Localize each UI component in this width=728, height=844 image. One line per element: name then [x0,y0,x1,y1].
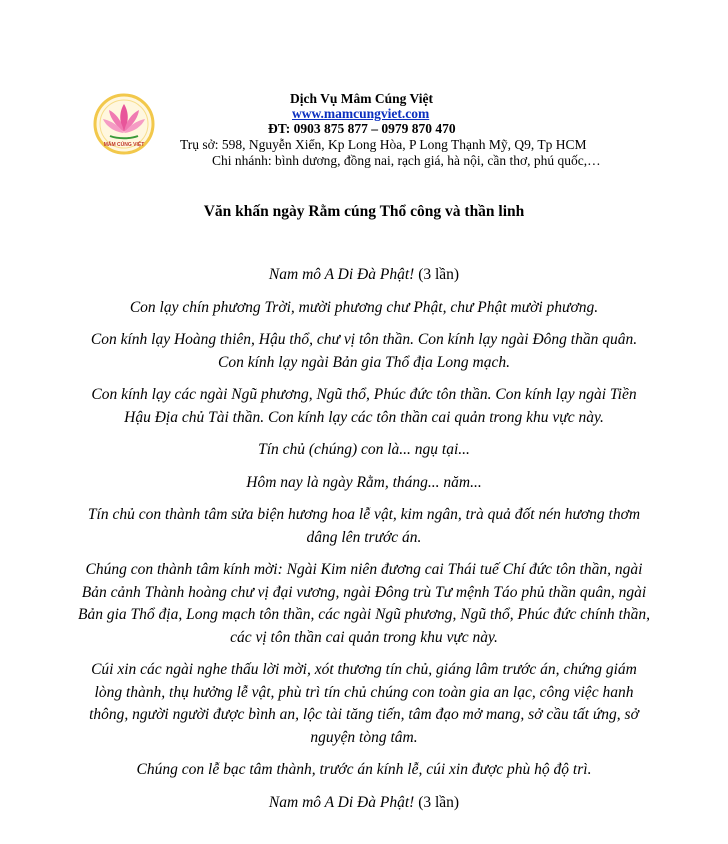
repeat-note: (3 lần) [414,266,460,283]
prayer-paragraph [78,759,650,782]
repeat-note: (3 lần) [414,793,460,811]
paragraph-text: Con kính lạy Hoàng thiên, Hậu thổ, chư vị tôn thần. Con kính lạy ngài Đông thần quân. Con kính lạy ngài Bản gia Thổ địa Long mạch. [90,331,638,371]
paragraph-text: Chúng con thành tâm kính mời: Ngài Kim niên đương cai Thái tuế Chí đức tôn thần, ngài Bản cảnh Thành hoàng chư vị đại vương, ngài Đông trù Tư mệnh Táo phủ thần quân, ngài Bản gia Thổ địa, Long mạch tôn thần, các ngài Ngũ phương, Ngũ thổ, Phúc đức chính thần, các vị tôn thần cai quản trong khu vực này. [78,561,650,646]
prayer-paragraph [78,384,650,429]
paragraph-text: Con lạy chín phương Trời, mười phương chư Phật, chư Phật mười phương. [129,298,599,316]
prayer-paragraph [78,264,650,287]
paragraph-text: Tín chủ con thành tâm sửa biện hương hoa lễ vật, kim ngân, trà quả đốt nén hương thơm dâng lên trước án. [87,506,641,546]
prayer-paragraph [78,329,650,374]
lotus-logo-icon [92,92,156,164]
paragraph-text: Tín chủ (chúng) con là... ngụ tại... [258,441,470,458]
prayer-paragraph [78,559,650,649]
paragraph-text: Cúi xin các ngài nghe thấu lời mời, xót thương tín chủ, giáng lâm trước án, chứng giám lòng thành, thụ hưởng lễ vật, phù trì tín chủ chúng con toàn gia an lạc, công việc hanh thông, người người được bình an, lộc tài tăng tiến, tâm đạo mở mang, sở cầu tất ứng, sở nguyện tòng tâm. [89,661,639,746]
prayer-paragraph [78,792,650,815]
paragraph-text: Nam mô A Di Đà Phật! [268,266,415,283]
paragraph-text: Chúng con lễ bạc tâm thành, trước án kính lễ, cúi xin được phù hộ độ trì. [136,761,592,778]
prayer-paragraph [78,504,650,549]
prayer-paragraph [78,297,650,320]
company-name: Dịch Vụ Mâm Cúng Việt [290,91,434,106]
prayer-paragraph [78,659,650,749]
phone-numbers: ĐT: 0903 875 877 – 0979 870 470 [268,121,456,136]
paragraph-text: Hôm nay là ngày Rằm, tháng... năm... [246,473,482,491]
logo-caption: MÂM CÚNG VIỆT [103,142,145,148]
page-title: Văn khấn ngày Rằm cúng Thổ công và thần linh [203,203,525,220]
paragraph-text: Con kính lạy các ngài Ngũ phương, Ngũ thổ, Phúc đức tôn thần. Con kính lạy ngài Tiền Hậu Địa chủ Tài thần. Con kính lạy các tôn thần cai quản trong khu vực này. [91,386,637,426]
prayer-paragraph [78,439,650,462]
head-office-address: Trụ sở: 598, Nguyễn Xiển, Kp Long Hòa, P Long Thạnh Mỹ, Q9, Tp HCM [180,137,587,152]
paragraph-text: Nam mô A Di Đà Phật! [268,793,415,811]
branch-list: Chi nhánh: bình dương, đồng nai, rạch giá, hà nội, cần thơ, phú quốc,… [212,153,601,168]
website-link[interactable]: www.mamcungviet.com [292,106,430,121]
prayer-text [78,264,650,824]
prayer-paragraph [78,472,650,495]
